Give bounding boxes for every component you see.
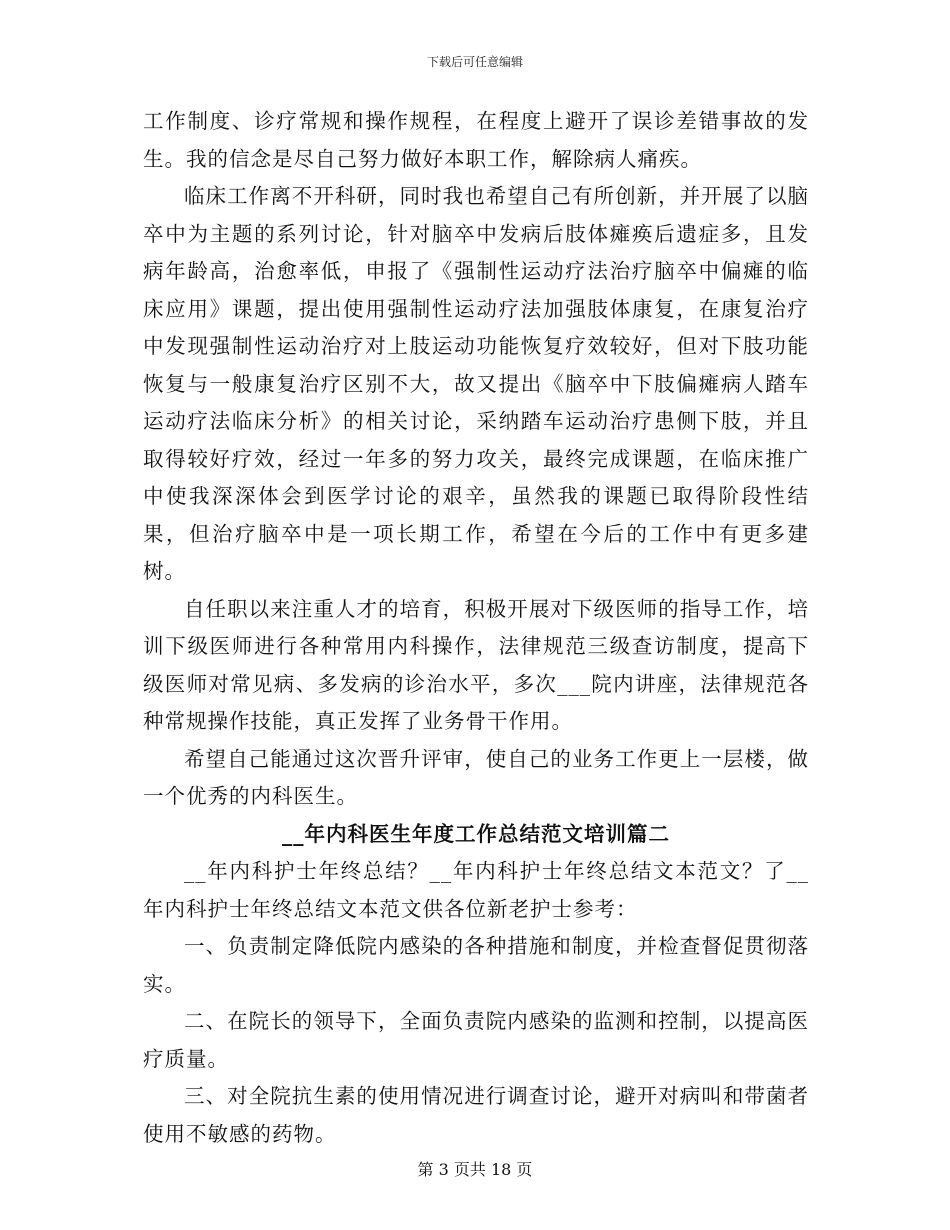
page-number: 第 3 页共 18 页 bbox=[417, 1160, 533, 1179]
paragraph-8: 三、对全院抗生素的使用情况进行调查讨论，避开对病叫和带菌者使用不敏感的药物。 bbox=[143, 1084, 809, 1146]
paragraph-7: 二、在院长的领导下，全面负责院内感染的监测和控制，以提高医疗质量。 bbox=[143, 1009, 809, 1071]
page-header-note: 下载后可任意编辑 bbox=[426, 55, 523, 69]
paragraph-3: 自任职以来注重人才的培育，积极开展对下级医师的指导工作，培训下级医师进行各种常用内科操作，法律规范三级查访制度，提高下级医师对常见病、多发病的诊治水平，多次___院内讲座，法律规范各种常规操作技能，真正发挥了业务骨干作用。 bbox=[143, 596, 809, 733]
paragraph-1: 工作制度、诊疗常规和操作规程，在程度上避开了误诊差错事故的发生。我的信念是尽自己努力做好本职工作，解除病人痛疾。 bbox=[143, 109, 809, 171]
document-body bbox=[143, 103, 809, 1153]
paragraph-4: 希望自己能通过这次晋升评审，使自己的业务工作更上一层楼，做一个优秀的内科医生。 bbox=[143, 746, 809, 808]
section-heading: __年内科医生年度工作总结范文培训篇二 bbox=[282, 821, 670, 846]
paragraph-5: __年内科护士年终总结？__年内科护士年终总结文本范文？了__年内科护士年终总结文本范文供各位新老护士参考： bbox=[143, 859, 809, 921]
paragraph-6: 一、负责制定降低院内感染的各种措施和制度，并检查督促贯彻落实。 bbox=[143, 934, 809, 996]
paragraph-2: 临床工作离不开科研，同时我也希望自己有所创新，并开展了以脑卒中为主题的系列讨论，针对脑卒中发病后肢体瘫痪后遗症多，且发病年龄高，治愈率低，申报了《强制性运动疗法治疗脑卒中偏瘫的临床应用》课题，提出使用强制性运动疗法加强肢体康复，在康复治疗中发现强制性运动治疗对上肢运动功能恢复疗效较好，但对下肢功能恢复与一般康复治疗区别不大，故又提出《脑卒中下肢偏瘫病人踏车运动疗法临床分析》的相关讨论，采纳踏车运动治疗患侧下肢，并且取得较好疗效，经过一年多的努力攻关，最终完成课题，在临床推广中使我深深体会到医学讨论的艰辛，虽然我的课题已取得阶段性结果，但治疗脑卒中是一项长期工作，希望在今后的工作中有更多建树。 bbox=[143, 184, 809, 583]
